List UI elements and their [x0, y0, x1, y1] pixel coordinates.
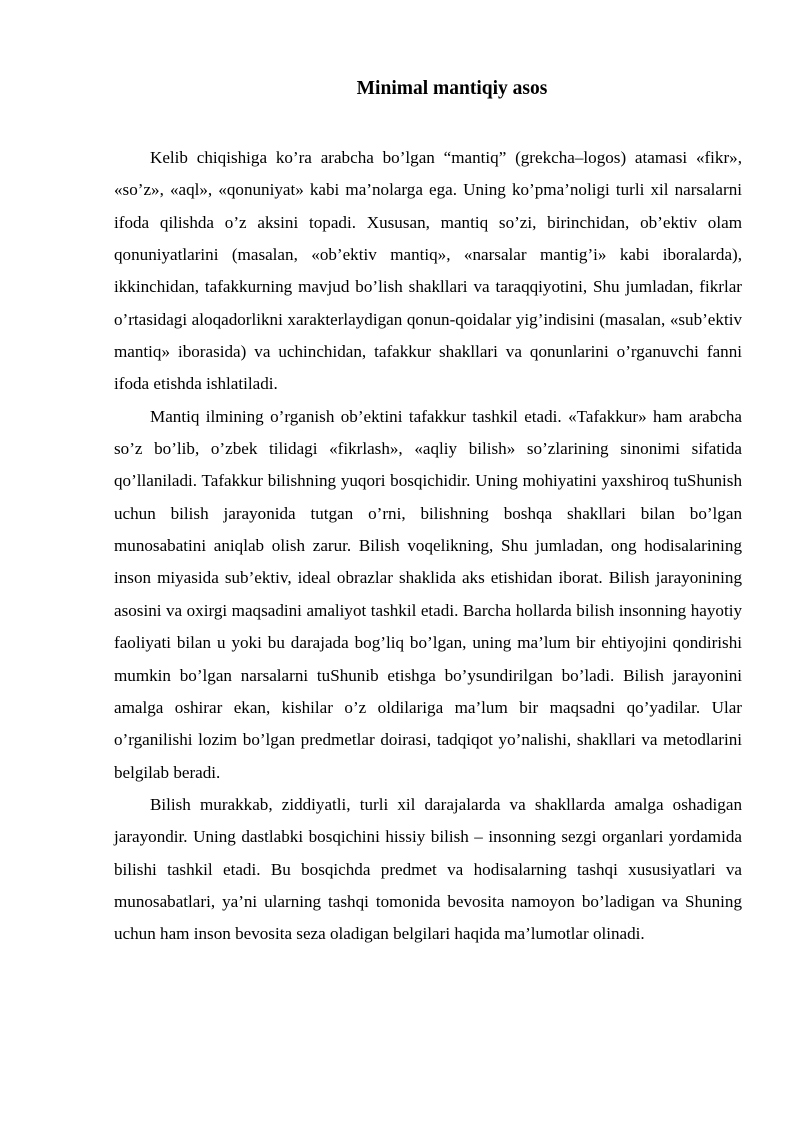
- paragraph: Bilish murakkab, ziddiyatli, turli xil darajalarda va shakllarda amalga oshadigan jarayondir. Uning dastlabki bosqichini hissiy bilish – insonning sezgi organlari yordamida bilishi tashkil etadi. Bu bosqichda predmet va hodisalarning tashqi xususiyatlari va munosabatlari, ya’ni ularning tashqi tomonida bevosita namoyon bo’ladigan va Shuning uchun ham inson bevosita seza oladigan belgilari haqida ma’lumotlar olinadi.: [114, 794, 742, 944]
- paragraph: Mantiq ilmining o’rganish ob’ektini tafakkur tashkil etadi. «Tafakkur» ham arabcha so’z bo’lib, o’zbek tilidagi «fikrlash», «aqliy bilish» so’zlarining sinonimi sifatida qo’llaniladi. Tafakkur bilishning yuqori bosqichidir. Uning mohiyatini yaxshiroq tuShunish uchun bilish jarayonida tutgan o’rni, bilishning boshqa shakllari bilan bo’lgan munosabatini aniqlab olish zarur. Bilish voqelikning, Shu jumladan, ong hodisalarining inson miyasida sub’ektiv, ideal obrazlar shaklida aks etishidan iborat. Bilish jarayonining asosini va oxirgi maqsadini amaliyot tashkil etadi. Barcha hollarda bilish insonning hayotiy faoliyati bilan u yoki bu darajada bog’liq bo’lgan, uning ma’lum bir ehtiyojini qondirishi mumkin bo’lgan narsalarni tuShunib etishga bo’ysundirilgan bo’ladi. Bilish jarayonini amalga oshirar ekan, kishilar o’z oldilariga ma’lum bir maqsadni qo’yadilar. Ular o’rganilishi lozim bo’lgan predmetlar doirasi, tadqiqot yo’nalishi, shakllari va metodlarini belgilab beradi.: [114, 406, 742, 782]
- document-body: [114, 142, 742, 951]
- document-title: Minimal mantiqiy asos: [356, 78, 548, 99]
- paragraph: Kelib chiqishiga ko’ra arabcha bo’lgan “mantiq” (grekcha–logos) atamasi «fikr», «so’z», «aql», «qonuniyat» kabi ma’nolarga ega. Uning ko’pma’noligi turli xil narsalarni ifoda qilishda o’z aksini topadi. Xususan, mantiq so’zi, birinchidan, ob’ektiv olam qonuniyatlarini (masalan, «ob’ektiv mantiq», «narsalar mantig’i» kabi iboralarda), ikkinchidan, tafakkurning mavjud bo’lish shakllari va taraqqiyotini, Shu jumladan, fikrlar o’rtasidagi aloqadorlikni xarakterlaydigan qonun-qoidalar yig’indisini (masalan, «sub’ektiv mantiq» iborasida) va uchinchidan, tafakkur shakllari va qonunlarini o’rganuvchi fanni ifoda etishda ishlatiladi.: [114, 148, 742, 394]
